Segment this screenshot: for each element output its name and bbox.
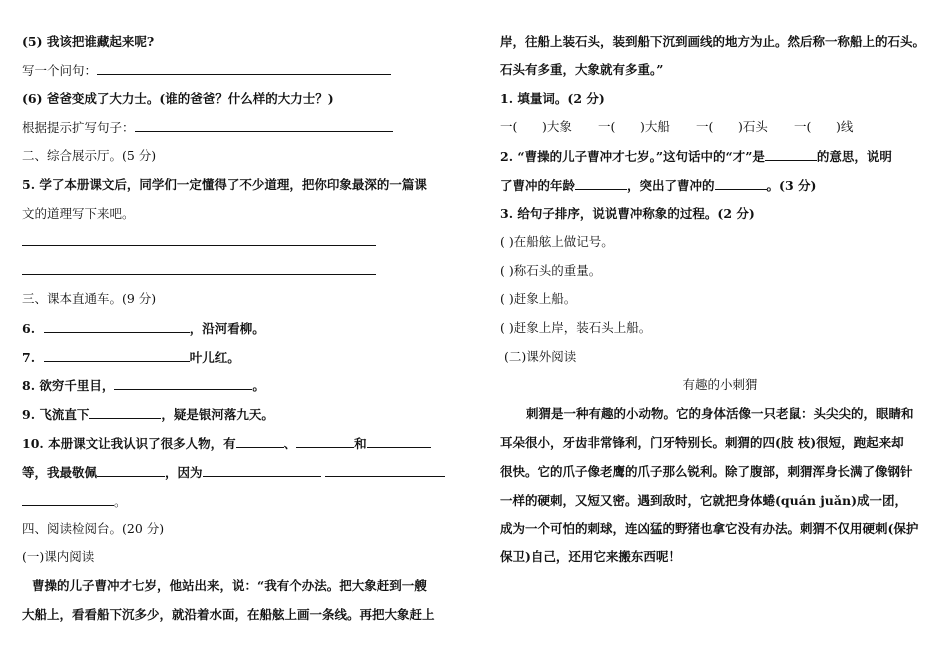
q5-line-1: 5. 学了本册课文后，同学们一定懂得了不少道理，把你印象最深的一篇课 xyxy=(22,177,427,192)
measure-word-3-open: 一( xyxy=(696,119,714,134)
answer-blank[interactable] xyxy=(236,435,284,448)
r-question-1: 1. 填量词。(2 分) xyxy=(500,91,605,106)
q6-sub-question: (6) 爸爸变成了大力士。(谁的爸爸？什么样的大力士？) xyxy=(22,91,334,106)
measure-word-4-close: )线 xyxy=(836,119,854,134)
story-line-6: 保卫)自己，还用它来搬东西呢！ xyxy=(500,549,681,564)
story-line-4: 一样的硬刺，又短又密。遇到敌时，它就把身体蜷(quán juǎn)成一团， xyxy=(500,493,907,508)
story-line-2: 耳朵很小，牙齿非常锋利，门牙特别长。刺猬的四(肢 枝)很短，跑起来却 xyxy=(500,435,904,450)
writing-line-1[interactable] xyxy=(22,245,376,246)
answer-blank[interactable] xyxy=(203,464,321,477)
writing-line-2[interactable] xyxy=(22,274,376,275)
story-title: 有趣的小刺猬 xyxy=(682,377,758,392)
answer-blank[interactable] xyxy=(114,377,252,390)
answer-blank[interactable] xyxy=(22,493,114,506)
answer-blank[interactable] xyxy=(575,177,627,190)
order-item-3[interactable]: ( )赶象上船。 xyxy=(500,291,577,306)
answer-blank[interactable] xyxy=(97,62,391,75)
r-question-2-line-2: 了曹冲的年龄 ，突出了曹冲的 。(3 分) xyxy=(500,178,817,193)
reading-1-line-4: 石头有多重，大象就有多重。” xyxy=(500,62,664,77)
answer-blank[interactable] xyxy=(44,320,190,333)
measure-word-2-close: )大船 xyxy=(640,119,670,134)
answer-blank[interactable] xyxy=(44,349,190,362)
reading-1-title: (一)课内阅读 xyxy=(22,549,95,564)
order-item-1[interactable]: ( )在船舷上做记号。 xyxy=(500,234,614,249)
order-item-4[interactable]: ( )赶象上岸，装石头上船。 xyxy=(500,320,652,335)
answer-blank[interactable] xyxy=(367,435,431,448)
q10-line-1: 10. 本册课文让我认识了很多人物，有 、 和 xyxy=(22,435,431,451)
q8-fill-line: 8. 欲穷千里目， 。 xyxy=(22,378,265,393)
r-question-2-line-1: 2. “曹操的儿子曹冲才七岁。”这句话中的“才”是 的意思，说明 xyxy=(500,149,892,164)
answer-blank[interactable] xyxy=(296,435,354,448)
q6-fill-line: 6. ，沿河看柳。 xyxy=(22,321,265,336)
story-line-3: 很快。它的爪子像老鹰的爪子那么锐利。除了腹部，刺猬浑身长满了像钢针 xyxy=(500,464,913,479)
measure-word-3-close: )石头 xyxy=(738,119,768,134)
reading-1-line-2: 大船上，看看船下沉多少，就沿着水面，在船舷上画一条线。再把大象赶上 xyxy=(22,607,435,622)
q5-sub-answer-line: 写一个问句： xyxy=(22,62,391,78)
answer-blank[interactable] xyxy=(97,464,165,477)
q10-line-3: 。 xyxy=(22,493,127,509)
answer-blank[interactable] xyxy=(715,177,767,190)
section-2-title: 二、综合展示厅。(5 分) xyxy=(22,148,157,163)
measure-word-4-open: 一( xyxy=(794,119,812,134)
reading-1-line-1: 曹操的儿子曹冲才七岁，他站出来，说：“我有个办法。把大象赶到一艘 xyxy=(32,578,427,593)
measure-word-1-open: 一( xyxy=(500,119,518,134)
section-3-title: 三、课本直通车。(9 分) xyxy=(22,291,157,306)
reading-1-line-3: 岸，往船上装石头，装到船下沉到画线的地方为止。然后称一称船上的石头。 xyxy=(500,34,926,49)
measure-word-1-close: )大象 xyxy=(542,119,572,134)
section-4-title: 四、阅读检阅台。(20 分) xyxy=(22,521,165,536)
q5-sub-question: (5) 我该把谁藏起来呢? xyxy=(22,34,155,49)
measure-word-2-open: 一( xyxy=(598,119,616,134)
answer-blank[interactable] xyxy=(325,464,445,477)
q5-line-2: 文的道理写下来吧。 xyxy=(22,206,135,221)
q6-sub-answer-line: 根据提示扩写句子： xyxy=(22,119,393,135)
story-line-5: 成为一个可怕的刺球，连凶猛的野猪也拿它没有办法。刺猬不仅用硬刺(保护 xyxy=(500,521,919,536)
answer-blank[interactable] xyxy=(135,119,393,132)
reading-2-title: (二)课外阅读 xyxy=(504,349,577,364)
q7-fill-line: 7. 叶儿红。 xyxy=(22,350,240,365)
answer-blank[interactable] xyxy=(89,406,161,419)
answer-blank[interactable] xyxy=(765,148,817,161)
story-line-1: 刺猬是一种有趣的小动物。它的身体活像一只老鼠：头尖尖的，眼睛和 xyxy=(526,406,914,421)
r-question-3: 3. 给句子排序，说说曹冲称象的过程。(2 分) xyxy=(500,206,755,221)
q10-line-2: 等，我最敬佩 ，因为 xyxy=(22,464,445,480)
order-item-2[interactable]: ( )称石头的重量。 xyxy=(500,263,602,278)
q9-fill-line: 9. 飞流直下 ，疑是银河落九天。 xyxy=(22,407,274,422)
